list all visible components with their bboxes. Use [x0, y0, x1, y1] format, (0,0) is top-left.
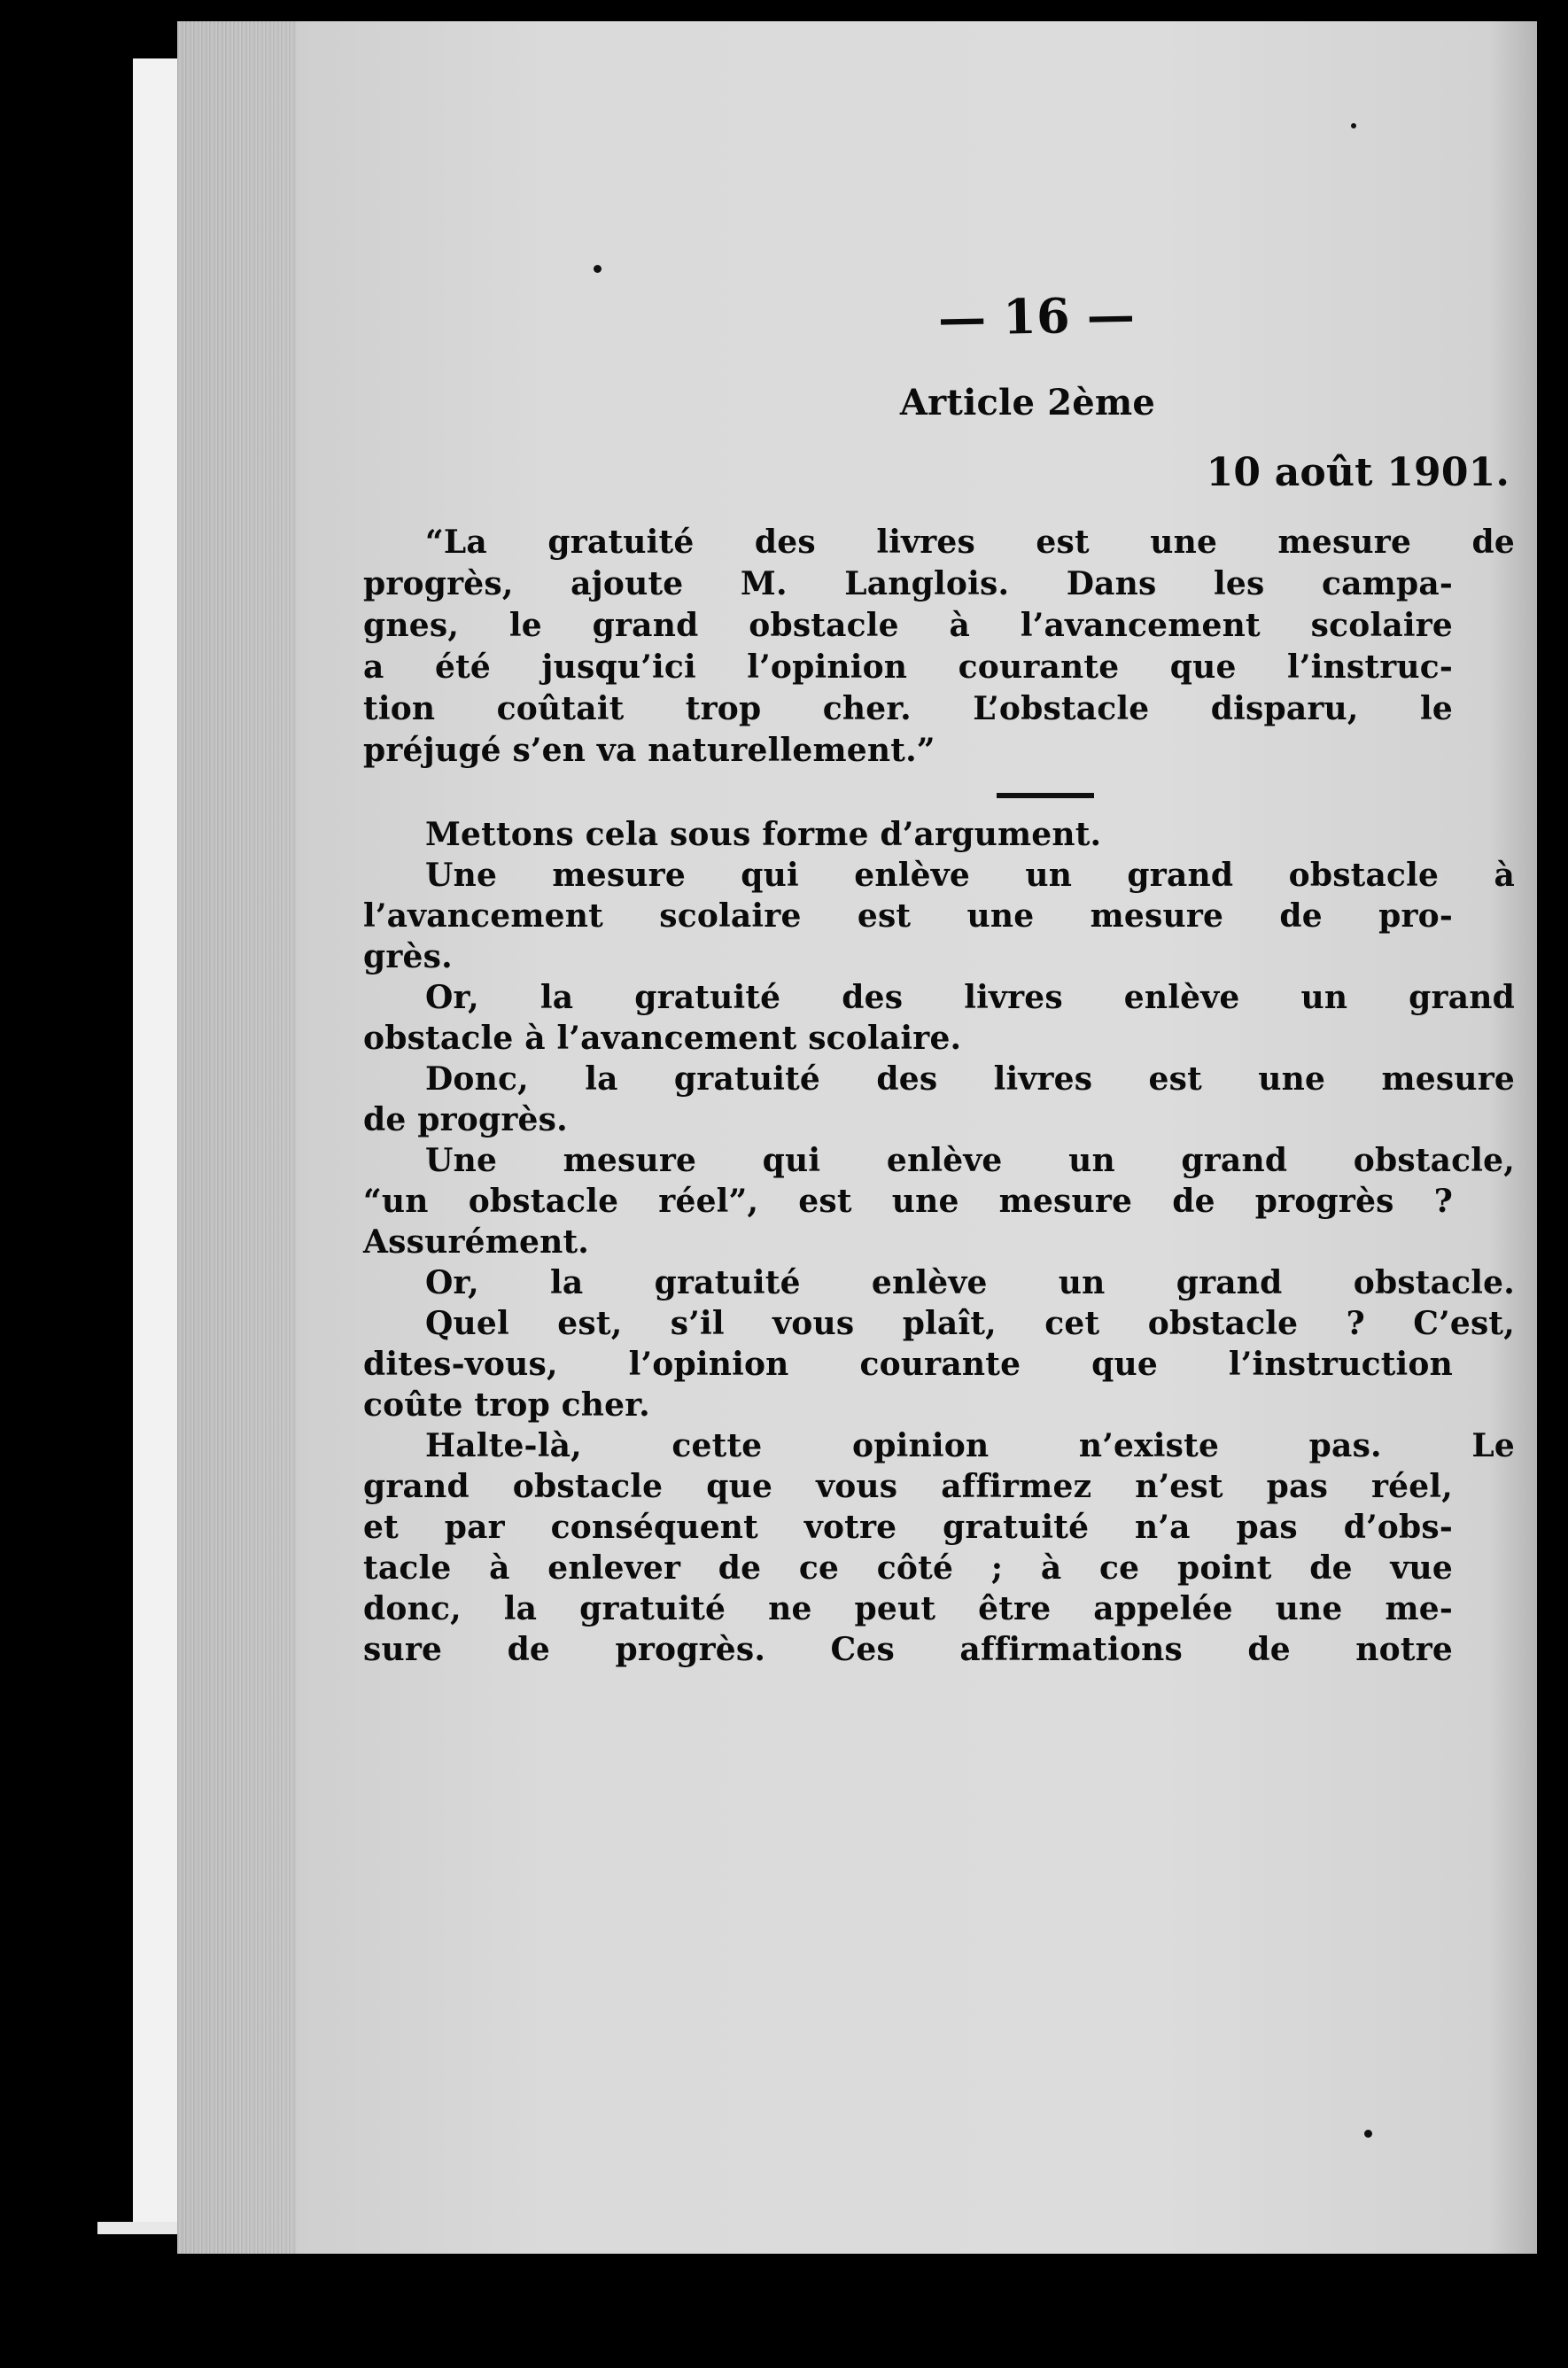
- page-text: [363, 266, 1515, 1670]
- page-edges: [177, 21, 297, 2254]
- scan-frame-edge-bottom: [97, 2222, 182, 2234]
- text-line: tacle à enlever de ce côté ; à ce point de vue: [363, 1549, 1453, 1587]
- text-line: donc, la gratuité ne peut être appelée une me-: [363, 1590, 1453, 1627]
- text-line: Halte-là, cette opinion n’existe pas. Le: [425, 1427, 1515, 1464]
- text-line: Donc, la gratuité des livres est une mesure: [425, 1060, 1515, 1098]
- text-line: Or, la gratuité enlève un grand obstacle.: [425, 1264, 1515, 1301]
- quote-line: “La gratuité des livres est une mesure de: [425, 524, 1515, 561]
- page-number: — 16 —: [937, 286, 1136, 346]
- text-line: Mettons cela sous forme d’argument.: [425, 816, 1102, 853]
- text-line: Une mesure qui enlève un grand obstacle à: [425, 857, 1515, 894]
- text-line: coûte trop cher.: [363, 1386, 650, 1424]
- quote-line: progrès, ajoute M. Langlois. Dans les campa-: [363, 565, 1453, 602]
- text-line: sure de progrès. Ces affirmations de notre: [363, 1631, 1453, 1668]
- section-divider: [997, 793, 1094, 798]
- quote-line: gnes, le grand obstacle à l’avancement scolaire: [363, 607, 1453, 644]
- text-line: Assurément.: [363, 1223, 590, 1261]
- article-heading: Article 2ème: [899, 382, 1156, 423]
- text-line: de progrès.: [363, 1101, 568, 1138]
- text-line: obstacle à l’avancement scolaire.: [363, 1020, 962, 1057]
- text-line: “un obstacle réel”, est une mesure de progrès ?: [363, 1183, 1453, 1220]
- scan-frame-edge: [133, 58, 182, 2233]
- quote-line: a été jusqu’ici l’opinion courante que l’instruc-: [363, 648, 1453, 686]
- ink-speck: [1364, 2130, 1372, 2138]
- article-date: 10 août 1901.: [1206, 450, 1510, 495]
- text-line: grès.: [363, 938, 453, 975]
- text-line: Quel est, s’il vous plaît, cet obstacle ? C’est,: [425, 1305, 1515, 1342]
- text-line: Une mesure qui enlève un grand obstacle,: [425, 1142, 1515, 1179]
- text-line: et par conséquent votre gratuité n’a pas d’obs-: [363, 1509, 1453, 1546]
- argument-paragraphs: [363, 814, 1515, 1670]
- text-line: Or, la gratuité des livres enlève un grand: [425, 979, 1515, 1016]
- text-line: grand obstacle que vous affirmez n’est pas réel,: [363, 1468, 1453, 1505]
- text-line: dites-vous, l’opinion courante que l’instruction: [363, 1346, 1453, 1383]
- ink-speck: [1351, 123, 1356, 128]
- text-line: l’avancement scolaire est une mesure de pro-: [363, 897, 1453, 935]
- quote-paragraph: [363, 522, 1515, 772]
- quote-line: tion coûtait trop cher. L’obstacle disparu, le: [363, 690, 1453, 727]
- quote-line: préjugé s’en va naturellement.”: [363, 732, 935, 769]
